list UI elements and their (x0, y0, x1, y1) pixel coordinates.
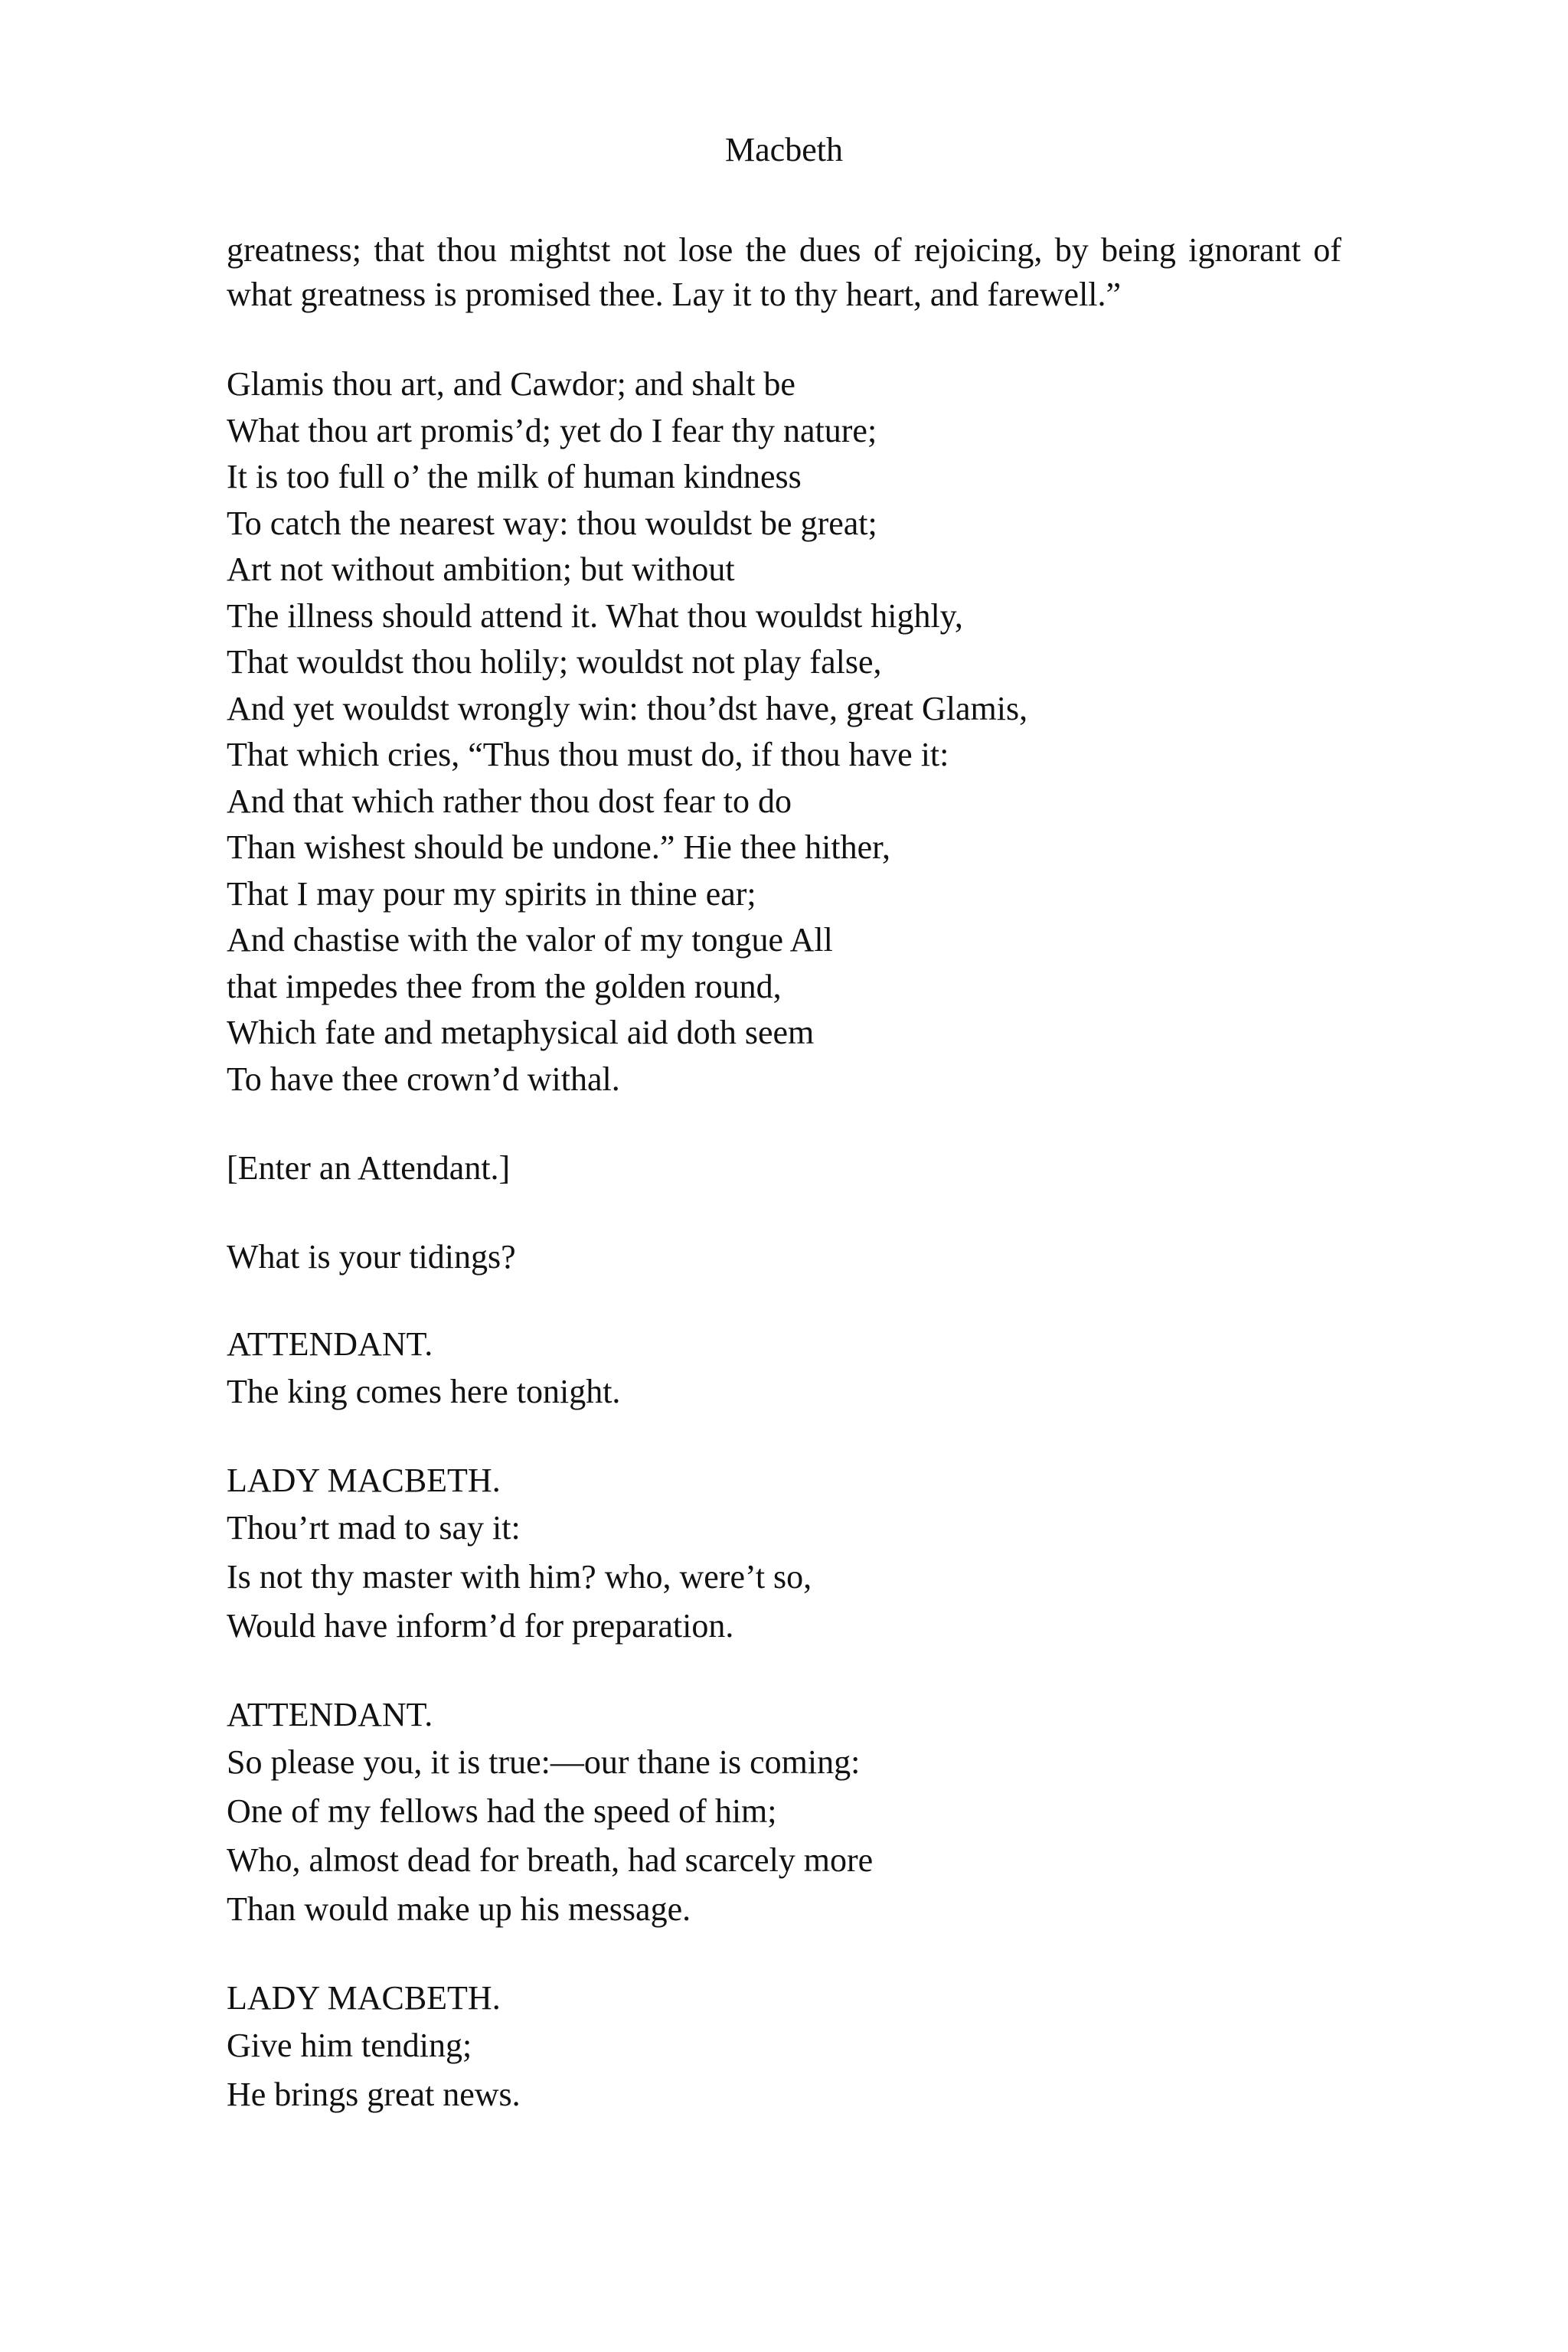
speech-line: The king comes here tonight. (227, 1373, 621, 1410)
prose-text: greatness; that thou mightst not lose the dues of rejoicing, by being ignorant of what greatness is promised thee. Lay it to thy heart, and farewell.” (227, 231, 1341, 313)
verse-line: Which fate and metaphysical aid doth seem (227, 1014, 815, 1051)
question-block (227, 1234, 1341, 1280)
verse-line: And yet wouldst wrongly win: thou’dst have, great Glamis, (227, 689, 1028, 727)
verse-line: That which cries, “Thus thou must do, if thou have it: (227, 736, 949, 773)
verse-line: The illness should attend it. What thou wouldst highly, (227, 596, 963, 635)
verse-line: To catch the nearest way: thou wouldst be great; (227, 504, 877, 542)
verse-line: What thou art promis’d; yet do I fear thy nature; (227, 411, 877, 449)
verse-line: That I may pour my spirits in thine ear; (227, 874, 756, 913)
speech-line: He brings great news. (227, 2076, 521, 2113)
verse-line: that impedes thee from the golden round, (227, 967, 782, 1005)
verse-line: And chastise with the valor of my tongue All (227, 921, 833, 959)
verse-line: To have thee crown’d withal. (227, 1060, 620, 1098)
speech-line: Give him tending; (227, 2027, 472, 2064)
speaker-name: LADY MACBETH. (227, 1462, 501, 1499)
speech-line: Is not thy master with him? who, were’t so, (227, 1558, 812, 1596)
text-body (227, 228, 1341, 2119)
verse-line: Than wishest should be undone.” Hie thee hither, (227, 828, 891, 866)
verse-line: And that which rather thou dost fear to do (227, 782, 792, 820)
speech-line: Thou’rt mad to say it: (227, 1509, 521, 1547)
speech-lady-macbeth-2 (227, 1975, 1341, 2119)
speech-lady-macbeth-1 (227, 1458, 1341, 1651)
speech-line: So please you, it is true:—our thane is coming: (227, 1743, 861, 1781)
speech-line: Would have inform’d for preparation. (227, 1607, 734, 1645)
speech-attendant-1 (227, 1321, 1341, 1416)
stage-direction-block (227, 1145, 1341, 1191)
verse-block (227, 361, 1341, 1102)
verse-line: It is too full o’ the milk of human kindness (227, 458, 802, 495)
speech-line: One of my fellows had the speed of him; (227, 1792, 777, 1830)
prose-paragraph (227, 228, 1341, 317)
running-head: Macbeth (725, 131, 843, 168)
speech-line: Than would make up his message. (227, 1890, 691, 1928)
verse-line: That wouldst thou holily; wouldst not play false, (227, 643, 882, 681)
verse-line: Glamis thou art, and Cawdor; and shalt be (227, 365, 795, 403)
speaker-name: ATTENDANT. (227, 1325, 433, 1363)
speech-attendant-2 (227, 1692, 1341, 1934)
stage-direction: [Enter an Attendant.] (227, 1149, 511, 1187)
speaker-name: LADY MACBETH. (227, 1979, 501, 2017)
verse-line: Art not without ambition; but without (227, 550, 735, 588)
question-line: What is your tidings? (227, 1238, 516, 1276)
speaker-name: ATTENDANT. (227, 1696, 433, 1733)
speech-line: Who, almost dead for breath, had scarcely more (227, 1841, 874, 1879)
